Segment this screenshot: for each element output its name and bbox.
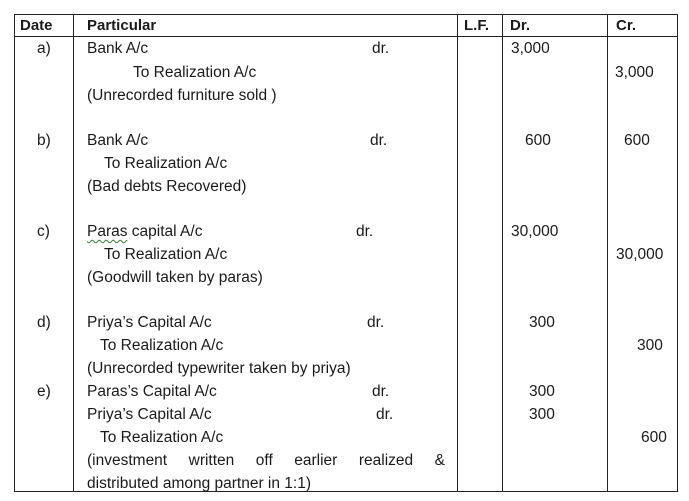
header-dr: Dr. [510, 17, 531, 34]
credit-account: To Realization A/c [133, 64, 257, 81]
header-divider [15, 36, 677, 37]
debit-mark: dr. [376, 406, 394, 423]
column-divider [73, 15, 74, 491]
cr-amount: 600 [641, 429, 667, 446]
credit-account: To Realization A/c [100, 429, 224, 446]
credit-account: To Realization A/c [100, 337, 224, 354]
dr-amount: 600 [525, 132, 551, 149]
debit-account: Bank A/c [87, 40, 149, 57]
narration: (Unrecorded typewriter taken by priya) [87, 360, 351, 377]
dr-amount: 300 [529, 406, 555, 423]
debit-mark: dr. [372, 383, 390, 400]
debit-mark: dr. [367, 314, 385, 331]
cr-amount: 300 [637, 337, 663, 354]
entry-date: e) [37, 383, 51, 400]
cr-amount: 30,000 [616, 246, 664, 263]
narration: distributed among partner in 1:1) [87, 475, 312, 492]
narration: (Bad debts Recovered) [87, 178, 247, 195]
dr-amount: 30,000 [511, 223, 559, 240]
narration: (Goodwill taken by paras) [87, 269, 263, 286]
entry-date: d) [37, 314, 51, 331]
debit-account-name: Paras [87, 223, 128, 240]
debit-mark: dr. [356, 223, 374, 240]
journal-table [14, 14, 678, 492]
entry-date: b) [37, 132, 51, 149]
debit-account: Bank A/c [87, 132, 149, 149]
header-date: Date [20, 17, 53, 34]
dr-amount: 300 [529, 314, 555, 331]
entry-date: c) [37, 223, 50, 240]
cr-amount: 3,000 [615, 64, 654, 81]
debit-account: Priya’s Capital A/c [87, 406, 212, 423]
column-divider [607, 15, 608, 491]
dr-amount: 300 [529, 383, 555, 400]
debit-mark: dr. [370, 132, 388, 149]
debit-mark: dr. [372, 40, 390, 57]
header-cr: Cr. [616, 17, 637, 34]
credit-account: To Realization A/c [104, 155, 228, 172]
header-lf: L.F. [464, 17, 489, 34]
debit-account [87, 222, 202, 241]
narration: (investment written off earlier realized & [87, 452, 445, 469]
credit-account: To Realization A/c [104, 246, 228, 263]
header-particular: Particular [87, 17, 157, 34]
entry-date: a) [37, 40, 51, 57]
debit-account: Paras’s Capital A/c [87, 383, 217, 400]
dr-amount: 3,000 [511, 40, 550, 57]
cr-amount: 600 [624, 132, 650, 149]
debit-account: Priya’s Capital A/c [87, 314, 212, 331]
column-divider [502, 15, 503, 491]
debit-account-suffix: capital A/c [127, 223, 203, 240]
column-divider [457, 15, 458, 491]
narration: (Unrecorded furniture sold ) [87, 87, 277, 104]
